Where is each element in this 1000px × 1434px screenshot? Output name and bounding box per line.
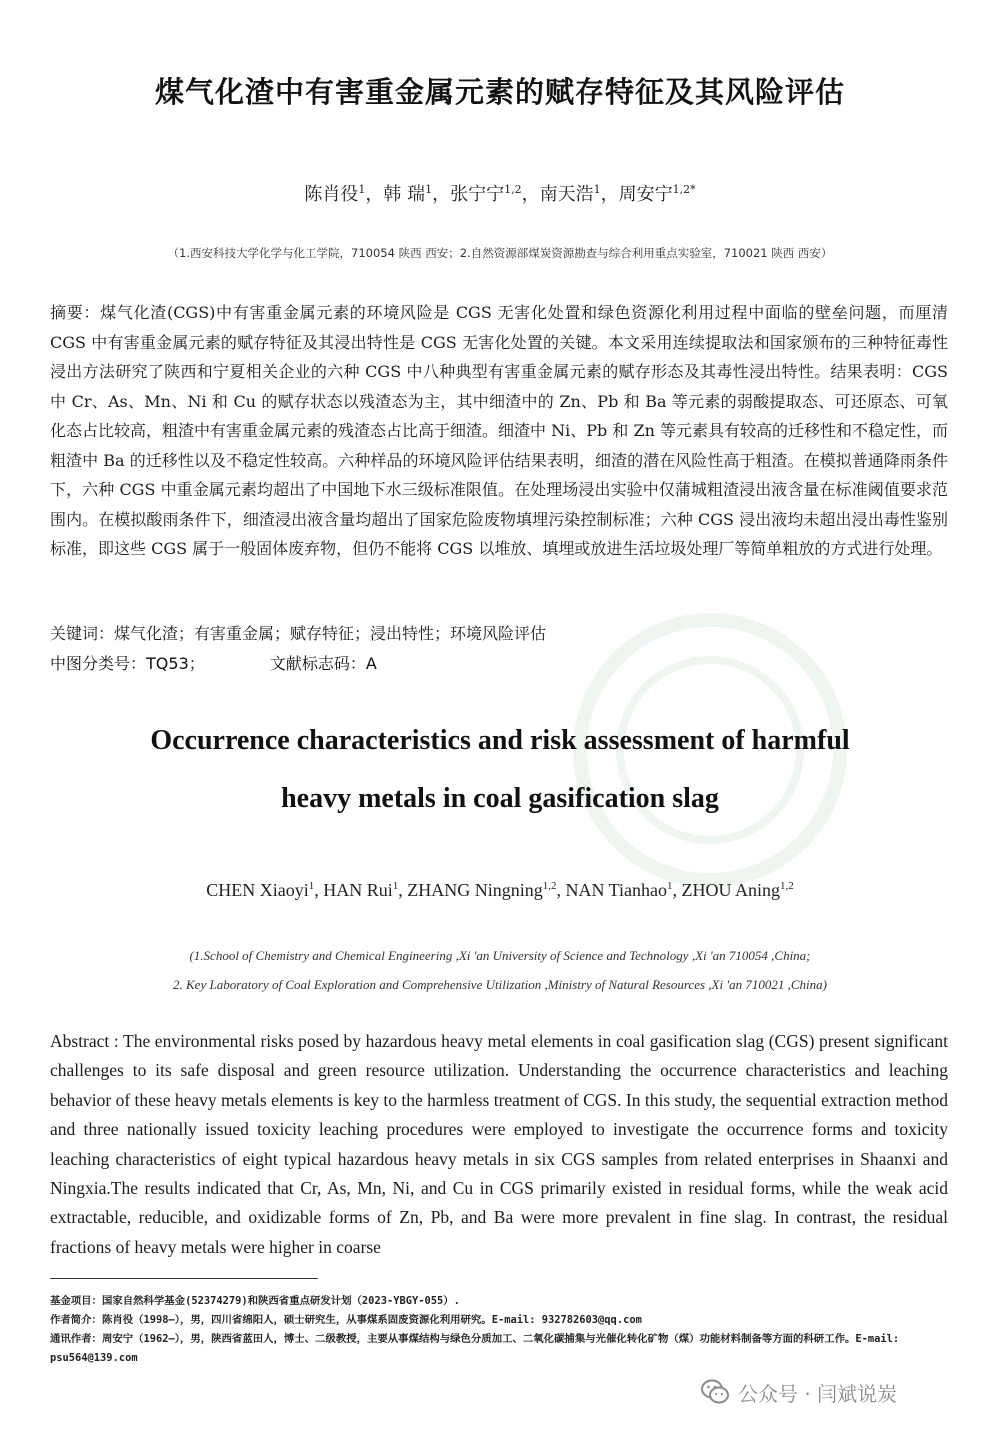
en-title-line-1: Occurrence characteristics and risk assessment of harmful: [150, 725, 850, 756]
en-author-name: NAN Tianhao: [565, 880, 668, 900]
en-abstract-label: Abstract :: [50, 1031, 124, 1051]
footnote-author-intro: 作者简介：陈肖役（1998—），男，四川省绵阳人，硕士研究生，从事煤系固废资源化利用研究。E-mail: 932782603@qq.com: [50, 1314, 642, 1326]
watermark-text: 公众号 · 闫斌说炭: [738, 1381, 898, 1406]
en-title-line-2: heavy metals in coal gasification slag: [281, 783, 719, 814]
cn-abstract-label: 摘要：: [50, 303, 101, 322]
cn-author-separator: ，: [365, 184, 384, 205]
en-author-affil-marker: 1,2: [542, 880, 557, 892]
cn-author-separator: ，: [521, 184, 540, 205]
en-author-affil-marker: 1,2: [780, 880, 794, 892]
cn-keywords-label: 关键词：: [50, 624, 115, 643]
cn-author-affil-marker: 1,2: [504, 183, 522, 196]
cn-doc-code-value: A: [365, 654, 377, 673]
cn-abstract: [50, 298, 948, 564]
en-author-name: HAN Rui: [323, 880, 393, 900]
en-author-separator: ,: [398, 880, 408, 900]
en-author-name: CHEN Xiaoyi: [206, 880, 309, 900]
en-author-separator: ,: [672, 880, 682, 900]
cn-affiliation: （1.西安科技大学化学与化工学院，710054 陕西 西安；2.自然资源部煤炭资源勘查与综合利用重点实验室，710021 陕西 西安）: [167, 246, 833, 260]
footnote-corresponding: 通讯作者：周安宁（1962—），男，陕西省蓝田人，博士、二级教授，主要从事煤结构与绿色分质加工、二氧化碳捕集与光催化转化矿物（煤）功能材料制备等方面的科研工作。E-mail: psu564@139.com: [50, 1333, 900, 1364]
en-author-name: ZHOU Aning: [681, 880, 781, 900]
cn-class-label: 中图分类号：: [50, 654, 147, 673]
en-abstract: [50, 1027, 948, 1262]
en-authors: [0, 880, 1000, 901]
cn-title: 煤气化渣中有害重金属元素的赋存特征及其风险评估: [154, 75, 845, 109]
cn-abstract-text: 煤气化渣(CGS)中有害重金属元素的环境风险是 CGS 无害化处置和绿色资源化利用过程中面临的壁垒问题，而厘清 CGS 中有害重金属元素的赋存特征及其浸出特性是 CGS 无害化处置的关键。本文采用连续提取法和国家颁布的三种特征毒性浸出方法研究了陕西和宁夏相关企业的六种 CGS 中八种典型有害重金属元素的赋存形态及其毒性浸出特性。结果表明：CGS 中 Cr、As、Mn、Ni 和 Cu 的赋存状态以残渣态为主，其中细渣中的 Zn、Pb 和 Ba 等元素的弱酸提取态、可还原态、可氧化态占比较高，粗渣中有害重金属元素的残渣态占比高于细渣。细渣中 Ni、Pb 和 Zn 等元素具有较高的迁移性和不稳定性，而粗渣中 Ba 的迁移性以及不稳定性较高。六种样品的环境风险评估结果表明，细渣的潜在风险性高于粗渣。在模拟普通降雨条件下，六种 CGS 中重金属元素均超出了中国地下水三级标准限值。在处理场浸出实验中仅蒲城粗渣浸出液含量在标准阈值要求范围内。在模拟酸雨条件下，细渣浸出液含量均超出了国家危险废物填埋污染控制标准；六种 CGS 浸出液均未超出浸出毒性鉴别标准，即这些 CGS 属于一般固体废弃物，但仍不能将 CGS 以堆放、填埋或放进生活垃圾处理厂等简单粗放的方式进行处理。: [50, 303, 948, 558]
en-title: [0, 712, 1000, 828]
cn-authors: [0, 180, 1000, 206]
wechat-watermark: [700, 1375, 970, 1409]
en-author-affil-marker: 1: [667, 880, 673, 892]
cn-author-affil-marker: 1,2*: [672, 183, 696, 196]
cn-author-separator: ，: [600, 184, 619, 205]
cn-keywords-text: 煤气化渣；有害重金属；赋存特征；浸出特性；环境风险评估: [114, 624, 547, 643]
cn-author-affil-marker: 1: [358, 183, 366, 196]
cn-author-separator: ，: [432, 184, 451, 205]
en-author-affil-marker: 1: [308, 880, 315, 892]
cn-author-affil-marker: 1: [593, 183, 601, 196]
footnotes: [50, 1292, 950, 1368]
footnote-divider: [50, 1278, 318, 1279]
cn-keywords: [50, 620, 948, 648]
en-author-name: ZHANG Ningning: [407, 880, 543, 900]
cn-doc-code: [270, 654, 377, 673]
cn-author-name: 韩 瑞: [383, 184, 426, 205]
footnote-funding: 基金项目：国家自然科学基金(52374279)和陕西省重点研发计划（2023-YBGY-055）.: [50, 1295, 460, 1307]
en-affiliation: [0, 941, 1000, 999]
wechat-icon: [700, 1378, 730, 1406]
en-affiliation-line-2: 2. Key Laboratory of Coal Exploration and Comprehensive Utilization ,Ministry of Natural Resources ,Xi 'an 710021 ,China): [173, 977, 827, 992]
cn-author-name: 陈肖役: [304, 184, 359, 205]
en-abstract-text: The environmental risks posed by hazardous heavy metal elements in coal gasification slag (CGS) present significant challenges to its safe disposal and green resource utilization. Understanding the occurrence characteristics and leaching behavior of these heavy metals elements is key to the harmless treatment of CGS. In this study, the sequential extraction method and three nationally issued toxicity leaching procedures were employed to investigate the occurrence forms and toxicity leaching characteristics of eight typical hazardous heavy metals in six CGS samples from related enterprises in Shaanxi and Ningxia.The results indicated that Cr, As, Mn, Ni, and Cu in CGS primarily existed in residual forms, while the weak acid extractable, reducible, and oxidizable forms of Zn, Pb, and Ba were more prevalent in fine slag. In contrast, the residual fractions of heavy metals were higher in coarse: [50, 1031, 948, 1257]
cn-author-name: 南天浩: [539, 184, 594, 205]
en-author-separator: ,: [314, 880, 324, 900]
cn-author-name: 周安宁: [618, 184, 673, 205]
cn-doc-code-label: 文献标志码：: [269, 654, 366, 673]
en-author-separator: ,: [556, 880, 566, 900]
cn-author-name: 张宁宁: [450, 184, 505, 205]
cn-class-value: TQ53；: [146, 654, 205, 673]
en-affiliation-line-1: (1.School of Chemistry and Chemical Engineering ,Xi 'an University of Science and Technology ,Xi 'an 710054 ,China;: [189, 948, 811, 963]
cn-author-affil-marker: 1: [425, 183, 433, 196]
en-author-affil-marker: 1: [392, 880, 399, 892]
cn-classification: [50, 650, 948, 678]
